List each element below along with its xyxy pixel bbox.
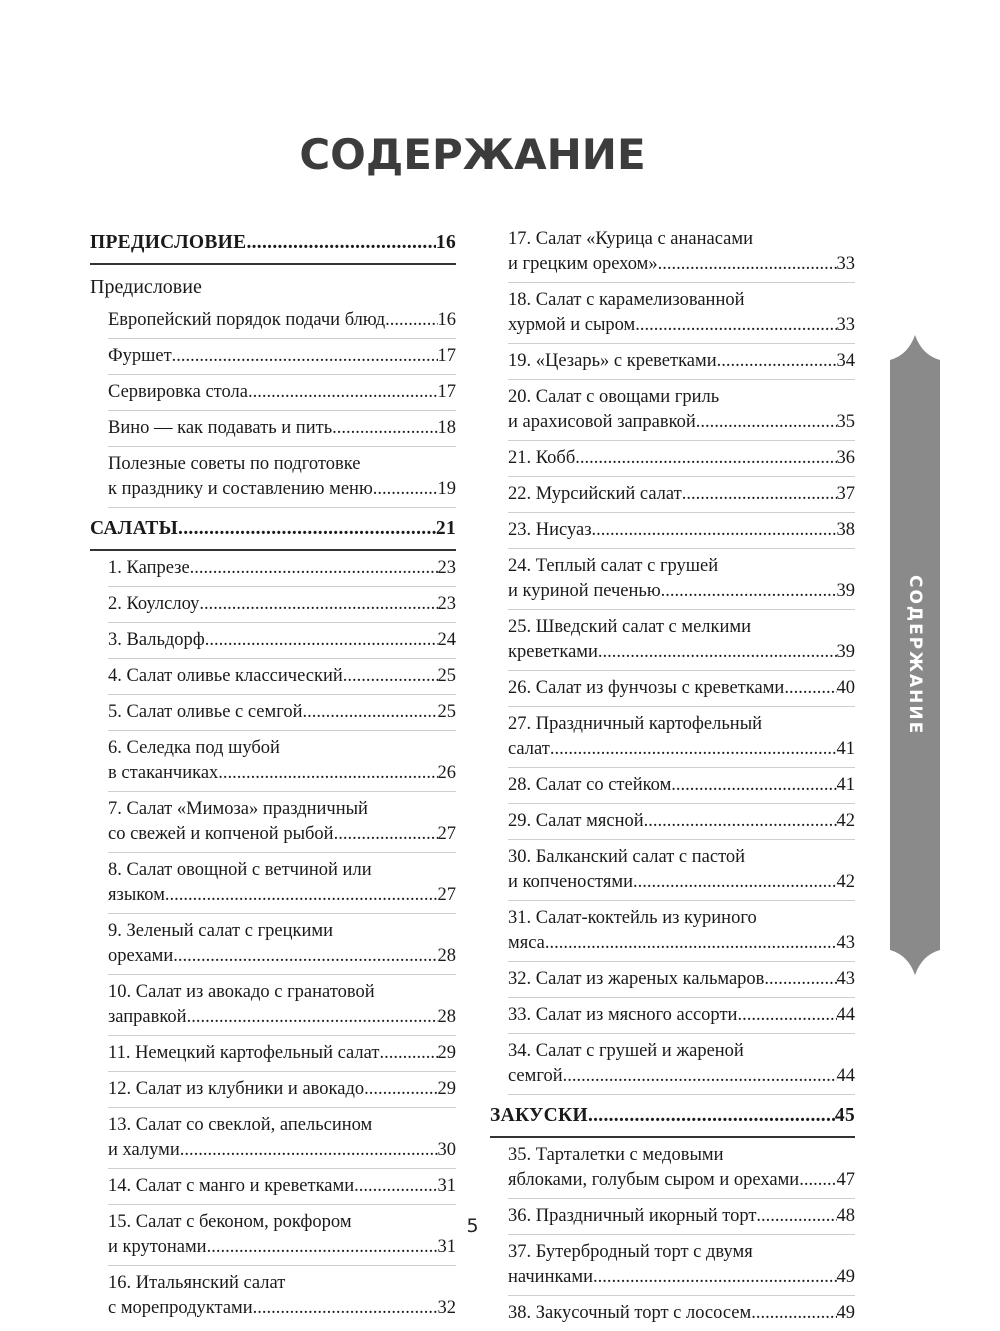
dot-leader xyxy=(737,1003,836,1028)
page-ref: 39 xyxy=(836,642,855,662)
entry-title-line: начинками xyxy=(508,1267,594,1287)
toc-entry[interactable] xyxy=(108,411,456,447)
toc-entry[interactable] xyxy=(108,975,456,1036)
toc-entry[interactable] xyxy=(108,339,456,375)
entry-title-line: 23. Нисуаз xyxy=(508,520,592,540)
dot-leader xyxy=(545,931,837,956)
page-ref: 43 xyxy=(836,933,855,953)
entry-title-line: заправкой xyxy=(108,1007,187,1027)
page-ref: 21 xyxy=(435,518,456,539)
page-ref: 36 xyxy=(836,448,855,468)
entry-title-line: 35. Тарталетки с медовыми xyxy=(508,1145,724,1165)
entry-title-line: 18. Салат с карамелизованной xyxy=(508,290,745,310)
toc-section[interactable] xyxy=(90,222,456,265)
dot-leader xyxy=(593,1265,836,1290)
page-ref: 33 xyxy=(836,315,855,335)
toc-entry[interactable] xyxy=(508,549,855,610)
toc-entry[interactable] xyxy=(108,551,456,587)
toc-entry[interactable] xyxy=(108,695,456,731)
entry-title-line: 3. Вальдорф xyxy=(108,630,205,650)
toc-section[interactable] xyxy=(490,1095,855,1138)
toc-entry[interactable] xyxy=(108,1169,456,1205)
toc-entry[interactable] xyxy=(508,477,855,513)
toc-entry[interactable] xyxy=(108,1036,456,1072)
page-ref: 49 xyxy=(836,1303,855,1323)
toc-entry[interactable] xyxy=(508,962,855,998)
dot-leader xyxy=(575,446,836,471)
entry-title-line: 22. Мурсийский салат xyxy=(508,484,682,504)
side-tab xyxy=(890,335,940,975)
page-number: 5 xyxy=(466,1215,479,1237)
toc-entry[interactable] xyxy=(508,380,855,441)
dot-leader xyxy=(332,416,437,441)
entry-title-line: 38. Закусочный торт с лососем xyxy=(508,1303,752,1323)
entry-title-line: Сервировка стола xyxy=(108,382,248,402)
toc-entry[interactable] xyxy=(108,659,456,695)
page-ref: 19 xyxy=(437,479,456,499)
entry-title-line: 29. Салат мясной xyxy=(508,811,644,831)
entry-title-line: 4. Салат оливье классический xyxy=(108,666,343,686)
dot-leader xyxy=(334,822,438,847)
dot-leader xyxy=(784,676,836,701)
toc-entry[interactable] xyxy=(508,901,855,962)
page-ref: 40 xyxy=(836,678,855,698)
toc-entry[interactable] xyxy=(108,303,456,339)
page-ref: 37 xyxy=(836,484,855,504)
page-ref: 42 xyxy=(836,872,855,892)
dot-leader xyxy=(187,1005,438,1030)
toc-entry[interactable] xyxy=(508,1138,855,1199)
page-ref: 45 xyxy=(834,1105,855,1126)
entry-title-line: 27. Праздничный картофельный xyxy=(508,714,763,734)
dot-leader xyxy=(635,313,836,338)
toc-entry[interactable] xyxy=(508,513,855,549)
entry-title-line: со свежей и копченой рыбой xyxy=(108,824,334,844)
entry-title-line: 11. Немецкий картофельный салат xyxy=(108,1043,380,1063)
entry-title-line: 13. Салат со свеклой, апельсином xyxy=(108,1115,373,1135)
page-ref: 31 xyxy=(437,1237,456,1257)
page-ref: 26 xyxy=(437,763,456,783)
toc-entry[interactable] xyxy=(108,792,456,853)
toc-entry[interactable] xyxy=(108,914,456,975)
toc-entry[interactable] xyxy=(108,447,456,508)
toc-entry[interactable] xyxy=(508,768,855,804)
dot-leader xyxy=(180,1138,438,1163)
dot-leader xyxy=(205,628,438,653)
entry-title-line: и халуми xyxy=(108,1140,180,1160)
page-title: СОДЕРЖАНИЕ xyxy=(299,130,646,179)
dot-leader xyxy=(373,477,438,502)
toc-entry[interactable] xyxy=(508,222,855,283)
dot-leader xyxy=(682,482,837,507)
entry-title-line: 17. Салат «Курица с ананасами xyxy=(508,229,753,249)
toc-entry[interactable] xyxy=(108,375,456,411)
toc-entry[interactable] xyxy=(508,840,855,901)
entry-title-line: 31. Салат-коктейль из куриного xyxy=(508,908,757,928)
section-title: ЗАКУСКИ xyxy=(490,1105,588,1126)
dot-leader xyxy=(644,809,837,834)
page-ref: 17 xyxy=(437,346,456,366)
dot-leader xyxy=(751,1301,836,1326)
toc-entry[interactable] xyxy=(508,1296,855,1331)
dot-leader xyxy=(764,967,836,992)
dot-leader xyxy=(385,308,437,333)
entry-title-line: 2. Коулслоу xyxy=(108,594,200,614)
entry-title-line: мяса xyxy=(508,933,545,953)
page-ref: 23 xyxy=(437,594,456,614)
toc-subheading: Предисловие xyxy=(90,276,202,298)
entry-title-line: 28. Салат со стейком xyxy=(508,775,672,795)
toc-entry[interactable] xyxy=(108,1108,456,1169)
dot-leader xyxy=(172,344,438,369)
entry-title-line: 5. Салат оливье с семгой xyxy=(108,702,303,722)
page-ref: 33 xyxy=(836,254,855,274)
toc-right-column xyxy=(490,222,855,1331)
entry-title-line: 10. Салат из авокадо с гранатовой xyxy=(108,982,375,1002)
entry-title-line: 32. Салат из жареных кальмаров xyxy=(508,969,765,989)
entry-title-line: хурмой и сыром xyxy=(508,315,636,335)
toc-entry[interactable] xyxy=(508,441,855,477)
entry-title-line: Вино — как подавать и пить xyxy=(108,418,333,438)
page-ref: 49 xyxy=(836,1267,855,1287)
section-title: ПРЕДИСЛОВИЕ xyxy=(90,232,247,253)
page-ref: 29 xyxy=(437,1043,456,1063)
entry-title-line: 1. Капрезе xyxy=(108,558,190,578)
dot-leader xyxy=(178,515,436,543)
page-ref: 34 xyxy=(836,351,855,371)
entry-title-line: 24. Теплый салат с грушей xyxy=(508,556,719,576)
page-ref: 44 xyxy=(836,1005,855,1025)
toc-left-column xyxy=(90,222,456,1326)
page-ref: 43 xyxy=(836,969,855,989)
entry-title-line: Фуршет xyxy=(108,346,172,366)
page-ref: 48 xyxy=(836,1206,855,1226)
side-tab-label: СОДЕРЖАНИЕ xyxy=(905,574,925,736)
entry-title-line: и грецким орехом» xyxy=(508,254,658,274)
dot-leader xyxy=(661,579,837,604)
page-ref: 23 xyxy=(437,558,456,578)
toc-entry[interactable] xyxy=(108,1266,456,1326)
dot-leader xyxy=(364,1077,437,1102)
toc-section[interactable] xyxy=(90,508,456,551)
page-ref: 28 xyxy=(437,1007,456,1027)
page-ref: 27 xyxy=(437,824,456,844)
entry-title-line: семгой xyxy=(508,1066,563,1086)
section-title: САЛАТЫ xyxy=(90,518,179,539)
entry-title-line: 34. Салат с грушей и жареной xyxy=(508,1041,744,1061)
entry-title-line: 33. Салат из мясного ассорти xyxy=(508,1005,738,1025)
entry-title-line: 37. Бутербродный торт с двумя xyxy=(508,1242,753,1262)
page-ref: 16 xyxy=(437,310,456,330)
toc-entry[interactable] xyxy=(508,707,855,768)
entry-title-line: 30. Балканский салат с пастой xyxy=(508,847,746,867)
entry-title-line: в стаканчиках xyxy=(108,763,219,783)
dot-leader xyxy=(598,640,837,665)
entry-title-line: 8. Салат овощной с ветчиной или xyxy=(108,860,372,880)
dot-leader xyxy=(303,700,438,725)
dot-leader xyxy=(658,252,837,277)
entry-title-line: 20. Салат с овощами гриль xyxy=(508,387,720,407)
toc-entry[interactable] xyxy=(108,1072,456,1108)
entry-title-line: салат xyxy=(508,739,550,759)
page-ref: 29 xyxy=(437,1079,456,1099)
entry-title-line: 14. Салат с манго и креветками xyxy=(108,1176,355,1196)
toc-entry[interactable] xyxy=(508,998,855,1034)
page-ref: 41 xyxy=(836,739,855,759)
page-ref: 47 xyxy=(836,1170,855,1190)
dot-leader xyxy=(799,1168,836,1193)
entry-title-line: и куриной печенью xyxy=(508,581,661,601)
entry-title-line: и копченостями xyxy=(508,872,634,892)
dot-leader xyxy=(633,870,836,895)
page-ref: 18 xyxy=(437,418,456,438)
toc-entry[interactable] xyxy=(508,1235,855,1296)
entry-title-line: 16. Итальянский салат xyxy=(108,1273,286,1293)
dot-leader xyxy=(173,944,437,969)
entry-title-line: 19. «Цезарь» с креветками xyxy=(508,351,717,371)
toc-entry[interactable] xyxy=(108,731,456,792)
toc-entry[interactable] xyxy=(508,804,855,840)
page-ref: 25 xyxy=(437,702,456,722)
entry-title-line: яблоками, голубым сыром и орехами xyxy=(508,1170,800,1190)
entry-title-line: 26. Салат из фунчозы с креветками xyxy=(508,678,785,698)
dot-leader xyxy=(207,1235,438,1260)
toc-entry[interactable] xyxy=(508,610,855,671)
entry-title-line: креветками xyxy=(508,642,598,662)
dot-leader xyxy=(246,229,435,257)
entry-title-line: 21. Кобб xyxy=(508,448,576,468)
page-ref: 24 xyxy=(437,630,456,650)
dot-leader xyxy=(343,664,438,689)
dot-leader xyxy=(379,1041,437,1066)
entry-title-line: 6. Селедка под шубой xyxy=(108,738,280,758)
toc-entry[interactable] xyxy=(108,853,456,914)
page-ref: 16 xyxy=(435,232,456,253)
entry-title-line: и арахисовой заправкой xyxy=(508,412,696,432)
dot-leader xyxy=(253,1296,438,1321)
page-ref: 35 xyxy=(836,412,855,432)
dot-leader xyxy=(354,1174,437,1199)
dot-leader xyxy=(696,410,837,435)
entry-title-line: Полезные советы по подготовке xyxy=(108,454,361,474)
toc-entry[interactable] xyxy=(508,671,855,707)
dot-leader xyxy=(592,518,837,543)
page-ref: 31 xyxy=(437,1176,456,1196)
dot-leader xyxy=(248,380,438,405)
entry-title-line: 9. Зеленый салат с грецкими xyxy=(108,921,334,941)
page-ref: 32 xyxy=(437,1298,456,1318)
page-ref: 42 xyxy=(836,811,855,831)
page-ref: 39 xyxy=(836,581,855,601)
dot-leader xyxy=(588,1102,835,1130)
entry-title-line: к празднику и составлению меню xyxy=(108,479,373,499)
page-ref: 30 xyxy=(437,1140,456,1160)
toc-entry[interactable] xyxy=(508,344,855,380)
dot-leader xyxy=(165,883,438,908)
page-ref: 17 xyxy=(437,382,456,402)
dot-leader xyxy=(218,761,437,786)
entry-title-line: 15. Салат с беконом, рокфором xyxy=(108,1212,352,1232)
entry-title-line: 36. Праздничный икорный торт xyxy=(508,1206,757,1226)
entry-title-line: 25. Шведский салат с мелкими xyxy=(508,617,752,637)
dot-leader xyxy=(199,592,437,617)
entry-title-line: орехами xyxy=(108,946,174,966)
entry-title-line: и крутонами xyxy=(108,1237,207,1257)
entry-title-line: 12. Салат из клубники и авокадо xyxy=(108,1079,365,1099)
page-ref: 38 xyxy=(836,520,855,540)
dot-leader xyxy=(717,349,837,374)
entry-title-line: Европейский порядок подачи блюд xyxy=(108,310,386,330)
toc-entry[interactable] xyxy=(108,587,456,623)
toc-entry[interactable] xyxy=(508,283,855,344)
page-ref: 25 xyxy=(437,666,456,686)
page-ref: 27 xyxy=(437,885,456,905)
dot-leader xyxy=(190,556,438,581)
page-ref: 28 xyxy=(437,946,456,966)
toc-entry[interactable] xyxy=(108,623,456,659)
dot-leader xyxy=(563,1064,837,1089)
entry-title-line: 7. Салат «Мимоза» праздничный xyxy=(108,799,368,819)
entry-title-line: языком xyxy=(108,885,165,905)
dot-leader xyxy=(671,773,836,798)
page-ref: 41 xyxy=(836,775,855,795)
entry-title-line: с морепродуктами xyxy=(108,1298,253,1318)
dot-leader xyxy=(550,737,837,762)
page-ref: 44 xyxy=(836,1066,855,1086)
toc-entry[interactable] xyxy=(508,1034,855,1095)
